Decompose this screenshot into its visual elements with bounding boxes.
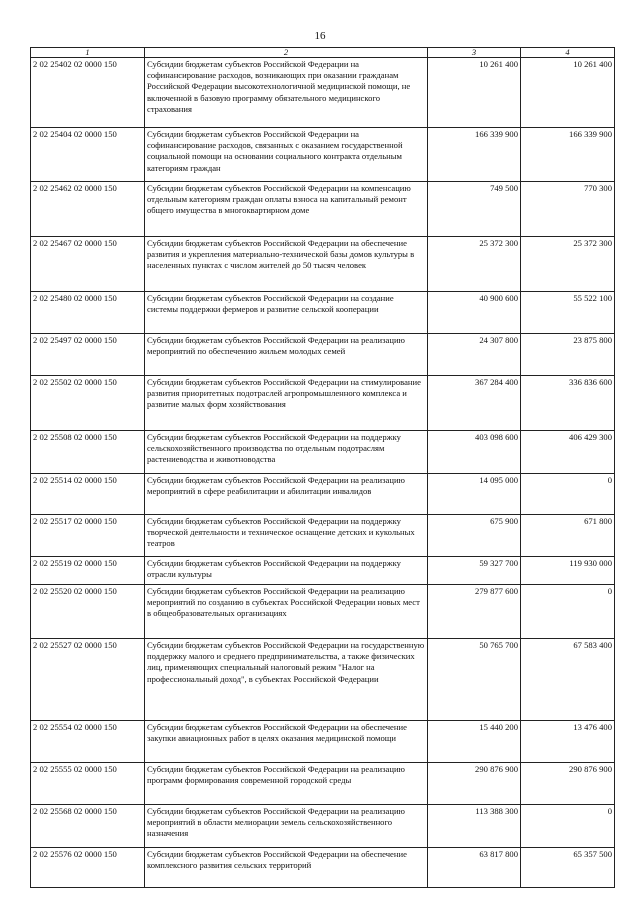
page-number: 16 — [314, 30, 326, 42]
amount-cell-col4: 10 261 400 — [521, 58, 615, 128]
amount-cell-col4: 55 522 100 — [521, 292, 615, 334]
amount-cell-col3: 367 284 400 — [428, 376, 521, 431]
budget-code-cell: 2 02 25508 02 0000 150 — [31, 431, 145, 474]
amount-cell-col4: 290 876 900 — [521, 763, 615, 805]
table-row — [31, 376, 615, 431]
column-header-1: 1 — [31, 48, 145, 58]
table-row — [31, 182, 615, 237]
description-cell: Субсидии бюджетам субъектов Российской Федерации на создание системы поддержки фермеров и развитие сельской кооперации — [145, 292, 428, 334]
description-cell: Субсидии бюджетам субъектов Российской Федерации на софинансирование расходов, возникающих при оказании гражданам Российской Федерации высокотехнологичной медицинской помощи, не включенной в базовую программу обязательного медицинского страхования — [145, 58, 428, 128]
amount-cell-col4: 67 583 400 — [521, 639, 615, 721]
description-cell: Субсидии бюджетам субъектов Российской Федерации на реализацию мероприятий в области мелиорации земель сельскохозяйственного назначения — [145, 805, 428, 848]
amount-cell-col3: 63 817 800 — [428, 848, 521, 888]
amount-cell-col3: 14 095 000 — [428, 474, 521, 515]
description-cell: Субсидии бюджетам субъектов Российской Федерации на реализацию мероприятий в сфере реабилитации и абилитации инвалидов — [145, 474, 428, 515]
amount-cell-col4: 0 — [521, 585, 615, 639]
budget-code-cell: 2 02 25404 02 0000 150 — [31, 128, 145, 182]
amount-cell-col3: 50 765 700 — [428, 639, 521, 721]
amount-cell-col4: 0 — [521, 805, 615, 848]
amount-cell-col4: 13 476 400 — [521, 721, 615, 763]
table-row — [31, 585, 615, 639]
budget-code-cell: 2 02 25402 02 0000 150 — [31, 58, 145, 128]
table-row — [31, 474, 615, 515]
amount-cell-col4: 65 357 500 — [521, 848, 615, 888]
description-cell: Субсидии бюджетам субъектов Российской Федерации на софинансирование расходов, связанных с оказанием государственной социальной помощи на основании социального контракта отдельным категориям граждан — [145, 128, 428, 182]
description-cell: Субсидии бюджетам субъектов Российской Федерации на поддержку творческой деятельности и техническое оснащение детских и кукольных театров — [145, 515, 428, 557]
budget-code-cell: 2 02 25568 02 0000 150 — [31, 805, 145, 848]
description-cell: Субсидии бюджетам субъектов Российской Федерации на поддержку сельскохозяйственного производства по отдельным подотраслям растениеводства и животноводства — [145, 431, 428, 474]
description-cell: Субсидии бюджетам субъектов Российской Федерации на компенсацию отдельным категориям граждан оплаты взноса на капитальный ремонт общего имущества в многоквартирном доме — [145, 182, 428, 237]
description-cell: Субсидии бюджетам субъектов Российской Федерации на обеспечение закупки авиационных работ в целях оказания медицинской помощи — [145, 721, 428, 763]
table-row — [31, 237, 615, 292]
budget-code-cell: 2 02 25497 02 0000 150 — [31, 334, 145, 376]
budget-code-cell: 2 02 25519 02 0000 150 — [31, 557, 145, 585]
amount-cell-col4: 25 372 300 — [521, 237, 615, 292]
table-row — [31, 58, 615, 128]
amount-cell-col3: 40 900 600 — [428, 292, 521, 334]
table-row — [31, 431, 615, 474]
amount-cell-col3: 403 098 600 — [428, 431, 521, 474]
budget-code-cell: 2 02 25462 02 0000 150 — [31, 182, 145, 237]
budget-code-cell: 2 02 25576 02 0000 150 — [31, 848, 145, 888]
amount-cell-col3: 10 261 400 — [428, 58, 521, 128]
budget-code-cell: 2 02 25502 02 0000 150 — [31, 376, 145, 431]
description-cell: Субсидии бюджетам субъектов Российской Федерации на реализацию мероприятий по созданию в субъектах Российской Федерации новых мест в общеобразовательных организациях — [145, 585, 428, 639]
budget-table — [30, 47, 615, 888]
table-row — [31, 805, 615, 848]
amount-cell-col4: 119 930 000 — [521, 557, 615, 585]
amount-cell-col3: 279 877 600 — [428, 585, 521, 639]
table-row — [31, 763, 615, 805]
amount-cell-col4: 336 836 600 — [521, 376, 615, 431]
budget-code-cell: 2 02 25555 02 0000 150 — [31, 763, 145, 805]
amount-cell-col4: 23 875 800 — [521, 334, 615, 376]
amount-cell-col3: 749 500 — [428, 182, 521, 237]
column-header-4: 4 — [521, 48, 615, 58]
table-row — [31, 848, 615, 888]
table-row — [31, 639, 615, 721]
budget-code-cell: 2 02 25527 02 0000 150 — [31, 639, 145, 721]
amount-cell-col4: 671 800 — [521, 515, 615, 557]
table-row — [31, 515, 615, 557]
description-cell: Субсидии бюджетам субъектов Российской Федерации на государственную поддержку малого и среднего предпринимательства, а также физических лиц, применяющих специальный налоговый режим "Налог на профессиональный доход", в субъектах Российской Федерации — [145, 639, 428, 721]
table-row — [31, 292, 615, 334]
table-row — [31, 557, 615, 585]
amount-cell-col3: 166 339 900 — [428, 128, 521, 182]
description-cell: Субсидии бюджетам субъектов Российской Федерации на стимулирование развития приоритетных подотраслей агропромышленного комплекса и развитие малых форм хозяйствования — [145, 376, 428, 431]
table-row — [31, 128, 615, 182]
description-cell: Субсидии бюджетам субъектов Российской Федерации на поддержку отрасли культуры — [145, 557, 428, 585]
description-cell: Субсидии бюджетам субъектов Российской Федерации на реализацию программ формирования современной городской среды — [145, 763, 428, 805]
amount-cell-col3: 25 372 300 — [428, 237, 521, 292]
amount-cell-col4: 406 429 300 — [521, 431, 615, 474]
budget-code-cell: 2 02 25480 02 0000 150 — [31, 292, 145, 334]
amount-cell-col4: 0 — [521, 474, 615, 515]
column-header-2: 2 — [145, 48, 428, 58]
amount-cell-col3: 15 440 200 — [428, 721, 521, 763]
budget-code-cell: 2 02 25517 02 0000 150 — [31, 515, 145, 557]
amount-cell-col3: 24 307 800 — [428, 334, 521, 376]
amount-cell-col3: 675 900 — [428, 515, 521, 557]
description-cell: Субсидии бюджетам субъектов Российской Федерации на обеспечение развития и укрепления материально-технической базы домов культуры в населенных пунктах с числом жителей до 50 тысяч человек — [145, 237, 428, 292]
budget-code-cell: 2 02 25514 02 0000 150 — [31, 474, 145, 515]
header-row — [31, 48, 615, 58]
budget-code-cell: 2 02 25520 02 0000 150 — [31, 585, 145, 639]
table-row — [31, 334, 615, 376]
budget-code-cell: 2 02 25554 02 0000 150 — [31, 721, 145, 763]
amount-cell-col4: 770 300 — [521, 182, 615, 237]
amount-cell-col3: 290 876 900 — [428, 763, 521, 805]
amount-cell-col4: 166 339 900 — [521, 128, 615, 182]
budget-table-body — [31, 48, 615, 888]
amount-cell-col3: 113 388 300 — [428, 805, 521, 848]
table-row — [31, 721, 615, 763]
budget-code-cell: 2 02 25467 02 0000 150 — [31, 237, 145, 292]
amount-cell-col3: 59 327 700 — [428, 557, 521, 585]
description-cell: Субсидии бюджетам субъектов Российской Федерации на реализацию мероприятий по обеспечению жильем молодых семей — [145, 334, 428, 376]
column-header-3: 3 — [428, 48, 521, 58]
description-cell: Субсидии бюджетам субъектов Российской Федерации на обеспечение комплексного развития сельских территорий — [145, 848, 428, 888]
